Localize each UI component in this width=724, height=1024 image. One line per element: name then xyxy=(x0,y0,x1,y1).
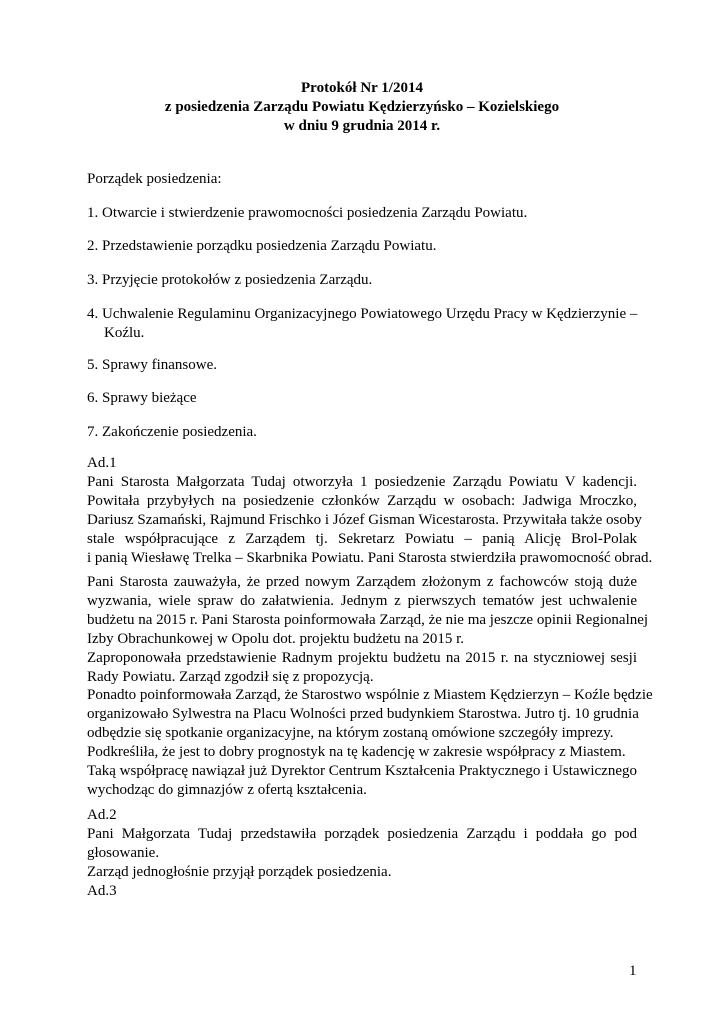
paragraph-line: i panią Wiesławę Trelka – Skarbnika Powiatu. Pani Starosta stwierdziła prawomocność obrad. xyxy=(87,550,653,566)
paragraph-line: głosowanie. xyxy=(87,845,160,861)
paragraph-line: Podkreśliła, że jest to dobry prognostyk na tę kadencję w zakresie współpracy z Miastem. xyxy=(87,744,626,760)
protocol-date: w dniu 9 grudnia 2014 r. xyxy=(283,118,441,134)
paragraph-line: Zaproponowała przedstawienie Radnym projektu budżetu na 2015 r. na styczniowej sesji xyxy=(87,650,637,666)
paragraph-line: Powitała przybyłych na posiedzenie członków Zarządu w osobach: Jadwiga Mroczko, xyxy=(87,493,637,509)
protocol-title: Protokół Nr 1/2014 xyxy=(301,80,423,96)
agenda-item: 1. Otwarcie i stwierdzenie prawomocności posiedzenia Zarządu Powiatu. xyxy=(87,205,528,221)
ad2-section xyxy=(87,806,637,901)
ad2-heading: Ad.2 xyxy=(87,807,117,823)
agenda-item-line: Koźlu. xyxy=(104,325,145,341)
paragraph-line: Zarząd jednogłośnie przyjął porządek posiedzenia. xyxy=(87,864,392,880)
paragraph-line: Ponadto poinformowała Zarząd, że Starostwo wspólnie z Miastem Kędzierzyn – Koźle będzie xyxy=(87,687,653,703)
agenda-item: 3. Przyjęcie protokołów z posiedzenia Zarządu. xyxy=(87,272,373,288)
paragraph-line: Taką współpracę nawiązał już Dyrektor Centrum Kształcenia Praktycznego i Ustawicznego xyxy=(87,763,637,779)
agenda-title: Porządek posiedzenia: xyxy=(87,171,222,187)
agenda-item: 5. Sprawy finansowe. xyxy=(87,357,217,373)
paragraph-line: Pani Starosta Małgorzata Tudaj otworzyła 1 posiedzenie Zarządu Powiatu V kadencji. xyxy=(87,474,637,490)
paragraph-line: Pani Małgorzata Tudaj przedstawiła porządek posiedzenia Zarządu i poddała go pod xyxy=(87,826,637,842)
page-number: 1 xyxy=(629,963,637,979)
ad1-paragraph-budget xyxy=(87,573,649,687)
ad1-paragraph-sylvester xyxy=(87,686,653,800)
paragraph-line: Dariusz Szamański, Rajmund Frischko i Józef Gisman Wicestarosta. Przywitała także osoby xyxy=(87,512,642,528)
ad1-section xyxy=(87,454,653,568)
agenda-item: 7. Zakończenie posiedzenia. xyxy=(87,424,257,440)
paragraph-line: wychodząc do gimnazjów z ofertą kształcenia. xyxy=(87,782,367,798)
ad1-heading: Ad.1 xyxy=(87,455,117,471)
paragraph-line: Rady Powiatu. Zarząd zgodził się z propozycją. xyxy=(87,669,374,685)
protocol-subtitle: z posiedzenia Zarządu Powiatu Kędzierzyńsko – Kozielskiego xyxy=(164,99,560,115)
paragraph-line: organizowało Sylwestra na Placu Wolności przed budynkiem Starostwa. Jutro tj. 10 grudnia xyxy=(87,706,639,722)
ad3-heading: Ad.3 xyxy=(87,883,117,899)
paragraph-line: Izby Obrachunkowej w Opolu dot. projektu budżetu na 2015 r. xyxy=(87,631,464,647)
paragraph-line: odbędzie się spotkanie organizacyjne, na którym zostaną omówione szczegóły imprezy. xyxy=(87,725,614,741)
paragraph-line: stale współpracujące z Zarządem tj. Sekretarz Powiatu – panią Alicję Brol-Polak xyxy=(87,531,637,547)
agenda-item: 2. Przedstawienie porządku posiedzenia Zarządu Powiatu. xyxy=(87,238,437,254)
agenda-item xyxy=(87,305,637,343)
paragraph-line: wyzwania, wiele spraw do załatwienia. Jednym z pierwszych tematów jest uchwalenie xyxy=(87,593,637,609)
agenda-item-line: 4. Uchwalenie Regulaminu Organizacyjnego Powiatowego Urzędu Pracy w Kędzierzynie – xyxy=(87,306,638,322)
paragraph-line: budżetu na 2015 r. Pani Starosta poinformowała Zarząd, że nie ma jeszcze opinii Regionalnej xyxy=(87,612,649,628)
agenda-item: 6. Sprawy bieżące xyxy=(87,390,197,406)
paragraph-line: Pani Starosta zauważyła, że przed nowym Zarządem złożonym z fachowców stoją duże xyxy=(87,574,637,590)
